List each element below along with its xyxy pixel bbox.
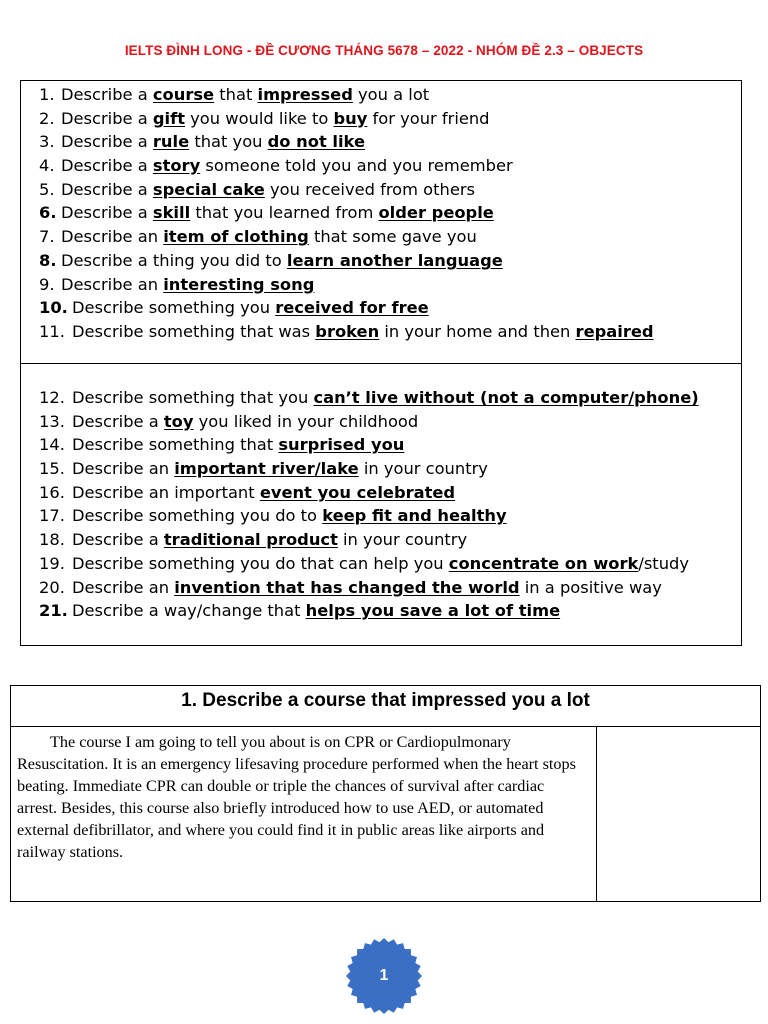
topic-text: Describe a — [72, 411, 164, 431]
topic-text: you a lot — [352, 85, 430, 104]
topic-list-box — [20, 80, 742, 646]
topic-keyword: received for free — [275, 298, 429, 318]
topic-number: 4. — [39, 156, 55, 176]
topic-keyword: repaired — [575, 321, 654, 341]
notes-cell — [597, 727, 760, 901]
topic-text: Describe something you — [72, 298, 276, 318]
topic-keyword: invention that has changed the world — [174, 577, 520, 597]
topic-keyword: do not like — [267, 132, 365, 152]
topic-item — [39, 201, 654, 225]
question-title: 1. Describe a course that impressed you a lot — [11, 686, 760, 727]
topic-text: Describe an important — [72, 482, 260, 502]
topic-text: you received from others — [264, 179, 476, 199]
topic-text: Describe an — [61, 227, 164, 247]
topic-text: for your friend — [367, 108, 490, 128]
topic-item — [39, 552, 699, 576]
topic-keyword: learn another language — [286, 250, 503, 270]
topic-item — [39, 249, 654, 273]
topic-item — [39, 225, 654, 249]
topic-number: 14. — [39, 435, 65, 455]
topic-text: someone told you and you remember — [200, 156, 513, 176]
topic-keyword: event you celebrated — [259, 482, 456, 502]
topic-keyword: interesting song — [163, 274, 315, 294]
topic-text: that — [214, 85, 258, 104]
topic-number: 7. — [39, 227, 55, 247]
topic-number: 19. — [39, 553, 65, 573]
topic-text: you would like to — [185, 108, 334, 128]
topic-text: Describe an — [61, 274, 164, 294]
topic-number: 16. — [39, 482, 65, 502]
topic-number: 21. — [39, 601, 68, 621]
topic-item — [39, 107, 654, 131]
topic-item — [39, 320, 654, 344]
topic-number: 6. — [39, 203, 57, 223]
topic-number: 5. — [39, 179, 55, 199]
topic-text: Describe an — [72, 577, 175, 597]
topic-item — [39, 528, 699, 552]
topic-number: 13. — [39, 411, 65, 431]
topic-item — [39, 504, 699, 528]
page-number: 1 — [379, 967, 389, 984]
topic-keyword: special cake — [152, 179, 265, 199]
answer-text: The course I am going to tell you about is on CPR or Cardiopulmonary Resuscitation. It is an emergency lifesaving procedure performed when the heart stops beating. Immediate CPR can double or triple the chances of survival after cardiac arrest. Besides, this course also briefly introduced how to use AED, or automated external defibrillator, and where you could find it in public areas like airports and railway stations. — [17, 733, 576, 861]
topic-text: that some gave you — [308, 227, 477, 247]
topic-list-part1 — [39, 83, 654, 344]
topic-number: 10. — [39, 298, 68, 318]
topic-item — [39, 273, 654, 297]
topic-item — [39, 576, 699, 600]
topic-keyword: concentrate on work — [448, 553, 639, 573]
topic-number: 3. — [39, 132, 55, 152]
topic-divider — [21, 363, 741, 364]
topic-number: 11. — [39, 321, 65, 341]
answer-cell — [11, 727, 597, 901]
topic-item — [39, 599, 699, 623]
topic-text: Describe a — [61, 156, 153, 176]
topic-keyword: surprised you — [278, 435, 405, 455]
topic-keyword: helps you save a lot of time — [305, 601, 561, 621]
topic-text: in your country — [358, 459, 488, 479]
topic-item — [39, 433, 699, 457]
topic-number: 15. — [39, 459, 65, 479]
topic-text: that you — [189, 132, 268, 152]
topic-number: 20. — [39, 577, 65, 597]
topic-number: 1. — [39, 85, 55, 104]
topic-item — [39, 154, 654, 178]
topic-item — [39, 457, 699, 481]
question-table — [10, 685, 761, 902]
topic-item — [39, 296, 654, 320]
topic-number: 18. — [39, 530, 65, 550]
topic-keyword: traditional product — [163, 530, 338, 550]
topic-keyword: story — [152, 156, 201, 176]
topic-number: 12. — [39, 388, 65, 407]
topic-text: Describe a — [61, 203, 153, 223]
topic-text: /study — [638, 553, 689, 573]
topic-text: Describe a way/change that — [72, 601, 306, 621]
topic-text: in a positive way — [519, 577, 662, 597]
topic-text: in your country — [337, 530, 468, 550]
topic-text: Describe something you do to — [72, 506, 323, 526]
topic-text: in your home and then — [379, 321, 576, 341]
topic-keyword: toy — [163, 411, 194, 431]
topic-keyword: older people — [378, 203, 494, 223]
topic-text: Describe a — [61, 108, 153, 128]
topic-keyword: course — [152, 85, 215, 104]
topic-number: 9. — [39, 274, 55, 294]
topic-keyword: impressed — [257, 85, 353, 104]
topic-keyword: broken — [315, 321, 380, 341]
topic-item — [39, 178, 654, 202]
topic-keyword: gift — [152, 108, 185, 128]
topic-item — [39, 410, 699, 434]
topic-text: Describe a — [61, 179, 153, 199]
topic-text: Describe a thing you did to — [61, 250, 287, 270]
topic-number: 17. — [39, 506, 65, 526]
topic-keyword: buy — [333, 108, 368, 128]
topic-item — [39, 481, 699, 505]
topic-text: that you learned from — [190, 203, 379, 223]
topic-item — [39, 83, 654, 107]
topic-keyword: important river/lake — [174, 459, 359, 479]
topic-keyword: can’t live without (not a computer/phone) — [313, 388, 699, 407]
topic-keyword: rule — [152, 132, 190, 152]
topic-text: Describe something you do that can help you — [72, 553, 449, 573]
topic-text: Describe a — [61, 132, 153, 152]
topic-list-part2 — [39, 386, 699, 623]
topic-text: you liked in your childhood — [193, 411, 419, 431]
document-header: IELTS ĐÌNH LONG - ĐỀ CƯƠNG THÁNG 5678 – 2022 - NHÓM ĐỀ 2.3 – OBJECTS — [124, 43, 644, 58]
topic-text: Describe an — [72, 459, 175, 479]
topic-number: 2. — [39, 108, 55, 128]
topic-keyword: skill — [152, 203, 191, 223]
topic-keyword: keep fit and healthy — [322, 506, 507, 526]
topic-item — [39, 386, 699, 410]
topic-text: Describe something that — [72, 435, 279, 455]
topic-item — [39, 130, 654, 154]
topic-number: 8. — [39, 250, 57, 270]
topic-text: Describe a — [72, 530, 164, 550]
topic-text: Describe a — [61, 85, 153, 104]
topic-text: Describe something that was — [72, 321, 316, 341]
topic-text: Describe something that you — [72, 388, 314, 407]
page-number-badge — [345, 937, 423, 1015]
topic-keyword: item of clothing — [163, 227, 309, 247]
